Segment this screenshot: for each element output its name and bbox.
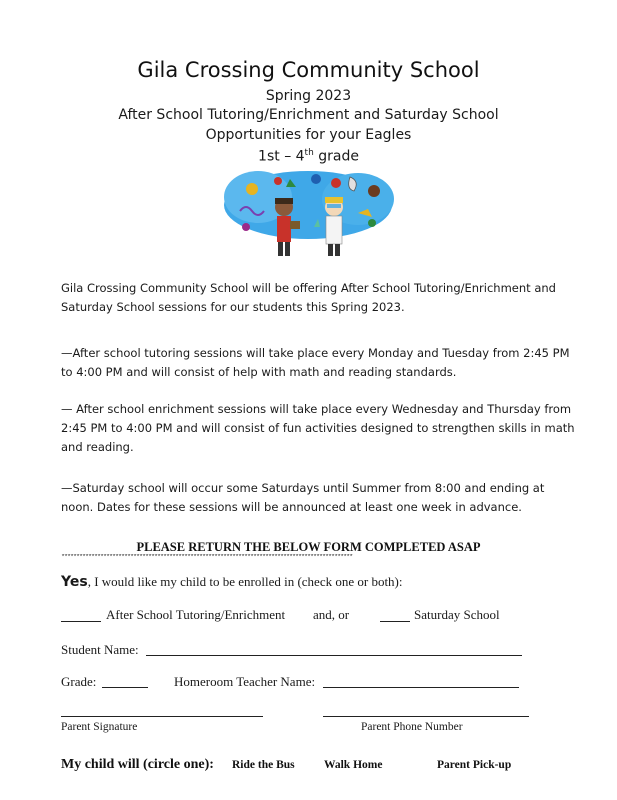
star-divider: ************************************************************************************************* <box>61 554 353 562</box>
child-will-label: My child will (circle one): <box>61 757 214 772</box>
saturday-info: —Saturday school will occur some Saturdays until Summer from 8:00 and ending at noon. Dates for these sessions will be announced at least one week in advance. <box>61 481 545 514</box>
choice-walk-home[interactable]: Walk Home <box>324 759 383 771</box>
choice-ride-bus[interactable]: Ride the Bus <box>232 759 295 771</box>
opportunities-text: Opportunities for your Eagles <box>205 127 412 143</box>
homeroom-label: Homeroom Teacher Name: <box>174 674 316 689</box>
form-heading: PLEASE RETURN THE BELOW FORM COMPLETED ASAP <box>136 540 481 554</box>
student-name-label: Student Name: <box>61 642 139 657</box>
enrichment-info: — After school enrichment sessions will take place every Wednesday and Thursday from 2:45 PM to 4:00 PM and will consist of fun activities designed to strengthen skills in math and reading. <box>61 402 575 454</box>
grade-label: Grade: <box>61 674 97 689</box>
option1-label: After School Tutoring/Enrichment <box>106 607 286 622</box>
option2-label: Saturday School <box>414 607 500 622</box>
parent-phone-field[interactable] <box>323 716 529 717</box>
and-or-label: and, or <box>313 607 350 622</box>
students-science-illustration <box>218 167 398 259</box>
parent-signature-field[interactable] <box>61 716 263 717</box>
choice-parent-pickup[interactable]: Parent Pick-up <box>437 759 512 771</box>
enroll-line: Yes, I would like my child to be enrolled in (check one or both): <box>61 574 403 590</box>
tutoring-info: —After school tutoring sessions will take place every Monday and Tuesday from 2:45 PM to 4:00 PM and will consist of help with math and reading standards. <box>61 346 570 379</box>
grade-field[interactable] <box>102 687 148 688</box>
parent-signature-label: Parent Signature <box>61 721 138 733</box>
option2-checkbox-line[interactable] <box>380 621 410 622</box>
student-name-field[interactable] <box>146 655 522 656</box>
grade-range: 1st – 4th grade <box>258 148 359 165</box>
program-text: After School Tutoring/Enrichment and Saturday School <box>118 107 499 123</box>
intro-paragraph: Gila Crossing Community School will be offering After School Tutoring/Enrichment and Saturday School sessions for our students this Spring 2023. <box>61 281 556 314</box>
season-text: Spring 2023 <box>265 88 352 104</box>
school-title: Gila Crossing Community School <box>137 58 480 82</box>
parent-phone-label: Parent Phone Number <box>361 721 463 733</box>
option1-checkbox-line[interactable] <box>61 621 101 622</box>
homeroom-field[interactable] <box>323 687 519 688</box>
